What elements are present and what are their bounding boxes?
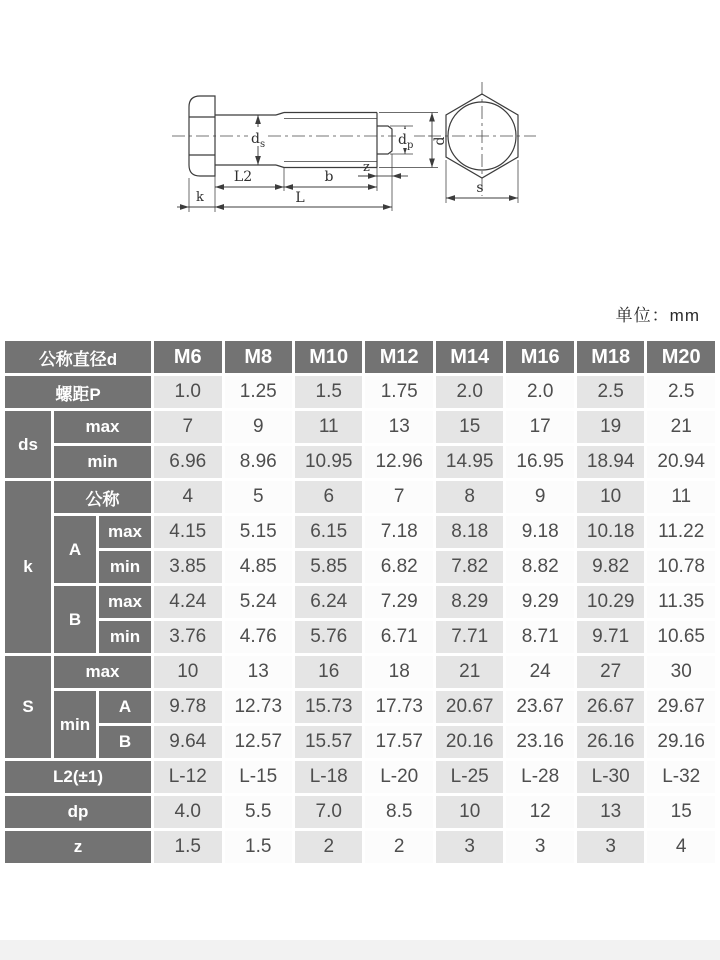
value-cell: 2 xyxy=(365,831,432,863)
l2-dimension-label: L2 xyxy=(233,169,253,185)
value-cell: 18.94 xyxy=(577,446,644,478)
value-cell: 7 xyxy=(154,411,221,443)
table-row xyxy=(5,796,715,828)
value-cell: 12 xyxy=(506,796,573,828)
s-dimension-label: s xyxy=(476,180,484,196)
column-header-m10: M10 xyxy=(295,341,362,373)
value-cell: 23.67 xyxy=(506,691,573,723)
value-cell: 7.18 xyxy=(365,516,432,548)
value-cell: 17 xyxy=(506,411,573,443)
value-cell: 10.18 xyxy=(577,516,644,548)
value-cell: 9.78 xyxy=(154,691,221,723)
value-cell: 5.85 xyxy=(295,551,362,583)
value-cell: 13 xyxy=(577,796,644,828)
value-cell: 7 xyxy=(365,481,432,513)
row-label-s: S xyxy=(5,656,51,758)
column-header-m18: M18 xyxy=(577,341,644,373)
value-cell: 6.71 xyxy=(365,621,432,653)
value-cell: 4.15 xyxy=(154,516,221,548)
column-header-m20: M20 xyxy=(647,341,715,373)
value-cell: 7.0 xyxy=(295,796,362,828)
value-cell: 8.29 xyxy=(436,586,503,618)
value-cell: L-25 xyxy=(436,761,503,793)
value-cell: 3.85 xyxy=(154,551,221,583)
value-cell: 2.0 xyxy=(506,376,573,408)
value-cell: 19 xyxy=(577,411,644,443)
value-cell: 3 xyxy=(436,831,503,863)
value-cell: 17.57 xyxy=(365,726,432,758)
value-cell: 5 xyxy=(225,481,292,513)
value-cell: 30 xyxy=(647,656,715,688)
value-cell: 6.96 xyxy=(154,446,221,478)
row-label-max: max xyxy=(99,586,151,618)
value-cell: 15.57 xyxy=(295,726,362,758)
value-cell: 29.16 xyxy=(647,726,715,758)
value-cell: 1.0 xyxy=(154,376,221,408)
shank-thread-transition xyxy=(276,113,284,168)
value-cell: 3 xyxy=(577,831,644,863)
value-cell: 5.24 xyxy=(225,586,292,618)
row-label-z: z xyxy=(5,831,151,863)
value-cell: 27 xyxy=(577,656,644,688)
table-row xyxy=(5,726,715,758)
value-cell: 5.76 xyxy=(295,621,362,653)
value-cell: 1.5 xyxy=(154,831,221,863)
value-cell: 2.5 xyxy=(577,376,644,408)
value-cell: 8.96 xyxy=(225,446,292,478)
value-cell: 8.18 xyxy=(436,516,503,548)
value-cell: 13 xyxy=(365,411,432,443)
value-cell: 14.95 xyxy=(436,446,503,478)
value-cell: L-12 xyxy=(154,761,221,793)
value-cell: 1.5 xyxy=(295,376,362,408)
table-row xyxy=(5,761,715,793)
value-cell: 9.71 xyxy=(577,621,644,653)
value-cell: 6.24 xyxy=(295,586,362,618)
row-label-pitch: 螺距P xyxy=(5,376,151,408)
value-cell: 26.16 xyxy=(577,726,644,758)
table-row xyxy=(5,376,715,408)
table-row xyxy=(5,656,715,688)
table-row xyxy=(5,411,715,443)
value-cell: 8.71 xyxy=(506,621,573,653)
value-cell: 12.57 xyxy=(225,726,292,758)
row-label-max: max xyxy=(99,516,151,548)
value-cell: 4 xyxy=(154,481,221,513)
bolt-side-view xyxy=(172,96,448,212)
ds-dimension-sub: s xyxy=(260,139,266,150)
row-label-a: A xyxy=(99,691,151,723)
row-label-l2: L2(±1) xyxy=(5,761,151,793)
table-row xyxy=(5,516,715,548)
value-cell: 1.5 xyxy=(225,831,292,863)
value-cell: 4 xyxy=(647,831,715,863)
value-cell: 11.22 xyxy=(647,516,715,548)
value-cell: 21 xyxy=(436,656,503,688)
value-cell: 4.85 xyxy=(225,551,292,583)
row-label-k: k xyxy=(5,481,51,653)
table-row xyxy=(5,481,715,513)
value-cell: 26.67 xyxy=(577,691,644,723)
value-cell: 3.76 xyxy=(154,621,221,653)
value-cell: 20.94 xyxy=(647,446,715,478)
row-label-min: min xyxy=(99,551,151,583)
technical-drawing xyxy=(0,0,720,300)
value-cell: 8.82 xyxy=(506,551,573,583)
row-label-b: B xyxy=(54,586,96,653)
ds-dimension-label: d xyxy=(251,131,260,147)
value-cell: 29.67 xyxy=(647,691,715,723)
row-label-nominal: 公称 xyxy=(54,481,151,513)
row-label-max: max xyxy=(54,656,151,688)
value-cell: 2.0 xyxy=(436,376,503,408)
value-cell: 12.73 xyxy=(225,691,292,723)
header-row xyxy=(5,341,715,373)
value-cell: 2 xyxy=(295,831,362,863)
value-cell: L-32 xyxy=(647,761,715,793)
value-cell: L-18 xyxy=(295,761,362,793)
value-cell: 11.35 xyxy=(647,586,715,618)
table-row xyxy=(5,551,715,583)
value-cell: 24 xyxy=(506,656,573,688)
column-header-m14: M14 xyxy=(436,341,503,373)
row-label-min: min xyxy=(54,691,96,758)
l-dimension-label: L xyxy=(295,190,305,206)
header-diameter-label: 公称直径d xyxy=(5,341,151,373)
value-cell: 5.15 xyxy=(225,516,292,548)
row-label-max: max xyxy=(54,411,151,443)
z-extension-lines xyxy=(377,154,392,211)
value-cell: 9.29 xyxy=(506,586,573,618)
table-row xyxy=(5,691,715,723)
value-cell: 1.75 xyxy=(365,376,432,408)
value-cell: L-15 xyxy=(225,761,292,793)
value-cell: 18 xyxy=(365,656,432,688)
value-cell: 4.76 xyxy=(225,621,292,653)
value-cell: 3 xyxy=(506,831,573,863)
value-cell: 11 xyxy=(295,411,362,443)
value-cell: 10 xyxy=(577,481,644,513)
row-label-b: B xyxy=(99,726,151,758)
row-label-dp: dp xyxy=(5,796,151,828)
value-cell: 20.16 xyxy=(436,726,503,758)
value-cell: 10 xyxy=(436,796,503,828)
column-header-m6: M6 xyxy=(154,341,221,373)
value-cell: 16 xyxy=(295,656,362,688)
value-cell: 21 xyxy=(647,411,715,443)
value-cell: 8 xyxy=(436,481,503,513)
value-cell: 9.64 xyxy=(154,726,221,758)
value-cell: 10.78 xyxy=(647,551,715,583)
row-label-min: min xyxy=(54,446,151,478)
value-cell: 23.16 xyxy=(506,726,573,758)
value-cell: 15 xyxy=(647,796,715,828)
unit-note: 单位：mm xyxy=(615,306,700,325)
k-dimension-label: k xyxy=(196,190,204,205)
value-cell: 10.29 xyxy=(577,586,644,618)
value-cell: 6.15 xyxy=(295,516,362,548)
value-cell: 2.5 xyxy=(647,376,715,408)
value-cell: 15.73 xyxy=(295,691,362,723)
value-cell: 9.82 xyxy=(577,551,644,583)
bolt-spec-table xyxy=(2,338,718,866)
value-cell: 7.29 xyxy=(365,586,432,618)
value-cell: 12.96 xyxy=(365,446,432,478)
value-cell: 11 xyxy=(647,481,715,513)
value-cell: 9 xyxy=(506,481,573,513)
value-cell: 10.95 xyxy=(295,446,362,478)
table-row xyxy=(5,446,715,478)
value-cell: 4.24 xyxy=(154,586,221,618)
row-label-min: min xyxy=(99,621,151,653)
value-cell: 20.67 xyxy=(436,691,503,723)
value-cell: 10 xyxy=(154,656,221,688)
row-label-ds: ds xyxy=(5,411,51,478)
value-cell: 10.65 xyxy=(647,621,715,653)
z-dimension-label: z xyxy=(363,160,370,175)
row-label-a: A xyxy=(54,516,96,583)
d-dimension-label: d xyxy=(432,136,448,146)
table-row xyxy=(5,831,715,863)
column-header-m16: M16 xyxy=(506,341,573,373)
value-cell: 13 xyxy=(225,656,292,688)
dp-dimension-label: d xyxy=(398,132,407,148)
column-header-m8: M8 xyxy=(225,341,292,373)
value-cell: 6 xyxy=(295,481,362,513)
value-cell: L-30 xyxy=(577,761,644,793)
table-row xyxy=(5,586,715,618)
thread-root-lines xyxy=(284,119,377,162)
table-row xyxy=(5,621,715,653)
value-cell: L-28 xyxy=(506,761,573,793)
value-cell: L-20 xyxy=(365,761,432,793)
value-cell: 6.82 xyxy=(365,551,432,583)
value-cell: 8.5 xyxy=(365,796,432,828)
pilot-point xyxy=(377,126,392,154)
value-cell: 1.25 xyxy=(225,376,292,408)
value-cell: 9 xyxy=(225,411,292,443)
value-cell: 9.18 xyxy=(506,516,573,548)
bottom-strip xyxy=(0,940,720,960)
b-dimension-label: b xyxy=(324,169,334,185)
dp-dimension-sub: p xyxy=(407,140,414,151)
value-cell: 15 xyxy=(436,411,503,443)
column-header-m12: M12 xyxy=(365,341,432,373)
value-cell: 5.5 xyxy=(225,796,292,828)
value-cell: 7.71 xyxy=(436,621,503,653)
value-cell: 4.0 xyxy=(154,796,221,828)
value-cell: 16.95 xyxy=(506,446,573,478)
value-cell: 7.82 xyxy=(436,551,503,583)
value-cell: 17.73 xyxy=(365,691,432,723)
